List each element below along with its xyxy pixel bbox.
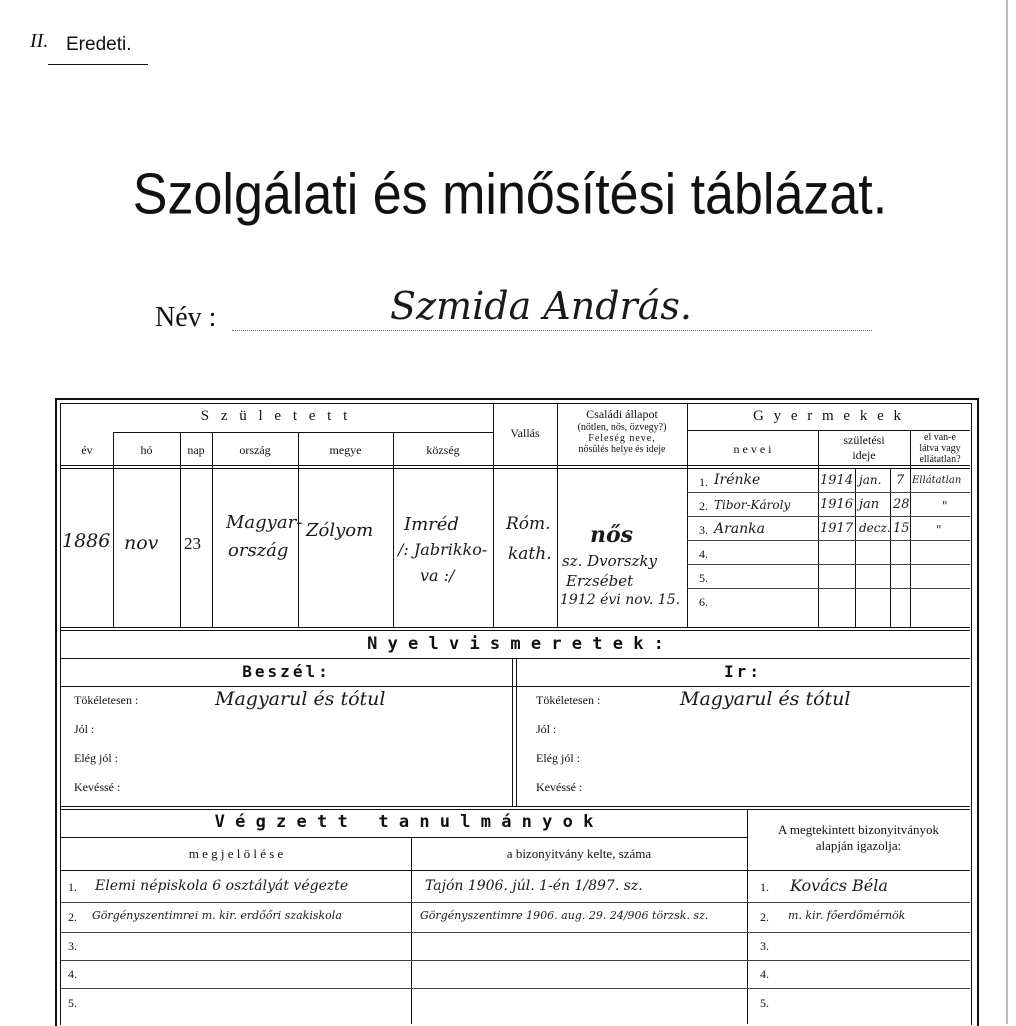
children-seen-label-1: el van-e bbox=[924, 432, 956, 443]
child-num: 4. bbox=[699, 547, 708, 561]
family-label-2: (nőtlen, nős, özvegy?) bbox=[577, 422, 667, 433]
child-month: decz. bbox=[859, 521, 891, 535]
birth-month: nov bbox=[124, 532, 159, 554]
col-ho: hó bbox=[140, 443, 153, 457]
child-day: 15 bbox=[893, 521, 910, 536]
child-row-line bbox=[687, 516, 970, 517]
speak-level-perfect: Tökéletesen : bbox=[74, 693, 139, 707]
children-birth-label-2: ideje bbox=[852, 448, 876, 462]
study-row-line bbox=[61, 902, 970, 903]
child-row-line bbox=[687, 564, 970, 565]
child-row-line bbox=[687, 492, 970, 493]
col-orszag: ország bbox=[239, 443, 271, 457]
col-line-family bbox=[687, 403, 688, 627]
write-level-little: Kevéssé : bbox=[536, 780, 583, 794]
children-names-label: n e v e i bbox=[733, 442, 772, 456]
family-wife-1: sz. Dvorszky bbox=[562, 552, 658, 570]
col-line-ev bbox=[113, 432, 114, 627]
write-title: Ir: bbox=[724, 662, 762, 681]
children-seen-label bbox=[910, 432, 970, 465]
studies-title-line bbox=[61, 837, 747, 838]
family-label-1: Családi állapot bbox=[586, 407, 658, 421]
child-status: " bbox=[936, 523, 942, 537]
religion-2: kath. bbox=[508, 544, 552, 564]
page-title: Szolgálati és minősítési táblázat. bbox=[132, 163, 888, 227]
birth-year: 1886 bbox=[62, 530, 111, 552]
studies-top-line bbox=[61, 806, 970, 807]
religion-1: Róm. bbox=[506, 514, 551, 534]
study-num: 4. bbox=[68, 967, 77, 981]
copy-label: Eredeti. bbox=[66, 34, 132, 55]
family-header bbox=[557, 407, 687, 455]
child-day: 7 bbox=[896, 473, 905, 488]
children-seen-label-2: látva vagy bbox=[919, 443, 961, 454]
children-seen-label-3: ellátatlan? bbox=[919, 454, 961, 465]
child-row-line bbox=[687, 540, 970, 541]
copy-underline bbox=[48, 64, 148, 65]
birth-day: 23 bbox=[184, 534, 201, 553]
languages-top-line bbox=[61, 627, 970, 628]
birth-county: Zólyom bbox=[306, 520, 374, 541]
birth-village-3: va :/ bbox=[420, 566, 455, 585]
child-num: 3. bbox=[699, 523, 708, 537]
write-level-perfect: Tökéletesen : bbox=[536, 693, 601, 707]
child-num: 5. bbox=[699, 571, 708, 585]
study-row-line bbox=[61, 932, 970, 933]
child-status: Ellátatlan bbox=[912, 475, 962, 486]
child-year: 1917 bbox=[820, 521, 854, 536]
birth-country-2: ország bbox=[228, 540, 289, 561]
birth-group-label: S z ü l e t e t t bbox=[200, 408, 352, 424]
birth-subheader-line bbox=[113, 432, 493, 433]
page-edge bbox=[1006, 0, 1008, 1024]
child-day: 28 bbox=[893, 497, 910, 512]
speak-level-fair: Elég jól : bbox=[74, 751, 118, 765]
family-wife-2: Erzsébet bbox=[566, 572, 634, 590]
family-status: nős bbox=[590, 522, 634, 548]
studies-col-seen-1: A megtekintett bizonyitványok bbox=[777, 822, 940, 837]
col-line-megye bbox=[393, 432, 394, 627]
study-num: 5. bbox=[68, 996, 77, 1010]
study-num: 1. bbox=[68, 880, 77, 894]
study-num: 2. bbox=[68, 910, 77, 924]
birth-village-1: Imréd bbox=[404, 514, 459, 535]
family-label-3: Feleség neve, bbox=[588, 433, 656, 444]
speak-title: Beszél: bbox=[242, 662, 331, 681]
col-nap: nap bbox=[187, 443, 205, 457]
col-line-nap bbox=[212, 432, 213, 627]
languages-top-line-2 bbox=[61, 630, 970, 631]
roman-numeral: II. bbox=[30, 30, 49, 52]
study-row-line bbox=[61, 988, 970, 989]
child-month: jan. bbox=[859, 473, 882, 487]
family-label-4: nősülés helye és ideje bbox=[578, 444, 666, 455]
study-seen-num: 5. bbox=[760, 996, 769, 1010]
study-name: Görgényszentimrei m. kir. erdőőri szakiskola bbox=[92, 909, 342, 922]
write-level-fair: Elég jól : bbox=[536, 751, 580, 765]
child-year: 1914 bbox=[820, 473, 854, 488]
child-year: 1916 bbox=[820, 497, 854, 512]
children-subheader-line bbox=[687, 430, 970, 431]
child-month: jan bbox=[859, 497, 880, 512]
col-kozseg: község bbox=[426, 443, 460, 457]
studies-title: V é g z e t t t a n u l m á n y o k bbox=[214, 812, 594, 832]
birth-country-1: Magyar- bbox=[226, 512, 303, 533]
speak-perfect-value: Magyarul és tótul bbox=[215, 688, 386, 710]
child-num: 2. bbox=[699, 499, 708, 513]
child-row-line bbox=[687, 588, 970, 589]
write-level-good: Jól : bbox=[536, 722, 557, 736]
child-name: Irénke bbox=[714, 472, 761, 488]
name-value: Szmida András. bbox=[390, 284, 692, 328]
study-seen-num: 2. bbox=[760, 910, 769, 924]
birth-village-2: /: Jabrikko- bbox=[398, 540, 488, 559]
studies-col-name: m e g j e l ö l é s e bbox=[188, 846, 284, 861]
study-seen-num: 1. bbox=[760, 880, 769, 894]
speak-level-little: Kevéssé : bbox=[74, 780, 121, 794]
children-group-label: G y e r m e k e k bbox=[753, 408, 904, 424]
col-megye: megye bbox=[329, 443, 362, 457]
study-seen-num: 4. bbox=[760, 967, 769, 981]
study-seen: Kovács Béla bbox=[790, 876, 888, 895]
speak-level-good: Jól : bbox=[74, 722, 95, 736]
studies-cert-divider bbox=[411, 838, 412, 1024]
child-num: 6. bbox=[699, 595, 708, 609]
study-seen: m. kir. főerdőmérnök bbox=[788, 909, 906, 922]
header-bottom-line-2 bbox=[61, 468, 970, 469]
study-seen-num: 3. bbox=[760, 939, 769, 953]
children-birth-label bbox=[818, 433, 910, 463]
study-name: Elemi népiskola 6 osztályát végezte bbox=[95, 878, 349, 894]
studies-col-cert: a bizonyitvány kelte, száma bbox=[506, 846, 652, 861]
name-label: Név : bbox=[155, 302, 217, 333]
col-vallas: Vallás bbox=[510, 426, 540, 440]
child-name: Tibor-Károly bbox=[714, 498, 791, 512]
name-dotted-line bbox=[232, 330, 872, 331]
child-num: 1. bbox=[699, 475, 708, 489]
header-bottom-line bbox=[61, 465, 970, 466]
languages-sub-line bbox=[61, 686, 970, 687]
col-ev: év bbox=[81, 443, 93, 457]
study-cert: Tajón 1906. júl. 1-én 1/897. sz. bbox=[425, 878, 643, 894]
languages-divider bbox=[512, 658, 513, 806]
languages-title: N y e l v i s m e r e t e k : bbox=[367, 634, 664, 654]
studies-col-seen-2: alapján igazolja: bbox=[815, 838, 902, 853]
children-birth-label-1: születési bbox=[843, 433, 885, 447]
child-name: Aranka bbox=[714, 521, 765, 537]
col-line-ho bbox=[180, 432, 181, 627]
family-marriage: 1912 évi nov. 15. bbox=[560, 592, 681, 608]
studies-header-line bbox=[61, 870, 970, 871]
child-status: " bbox=[942, 499, 948, 513]
study-cert: Görgényszentimre 1906. aug. 29. 24/906 törzsk. sz. bbox=[420, 909, 709, 922]
studies-top-line-2 bbox=[61, 809, 970, 810]
write-perfect-value: Magyarul és tótul bbox=[680, 688, 851, 710]
study-row-line bbox=[61, 960, 970, 961]
study-num: 3. bbox=[68, 939, 77, 953]
studies-col-seen bbox=[747, 822, 970, 854]
